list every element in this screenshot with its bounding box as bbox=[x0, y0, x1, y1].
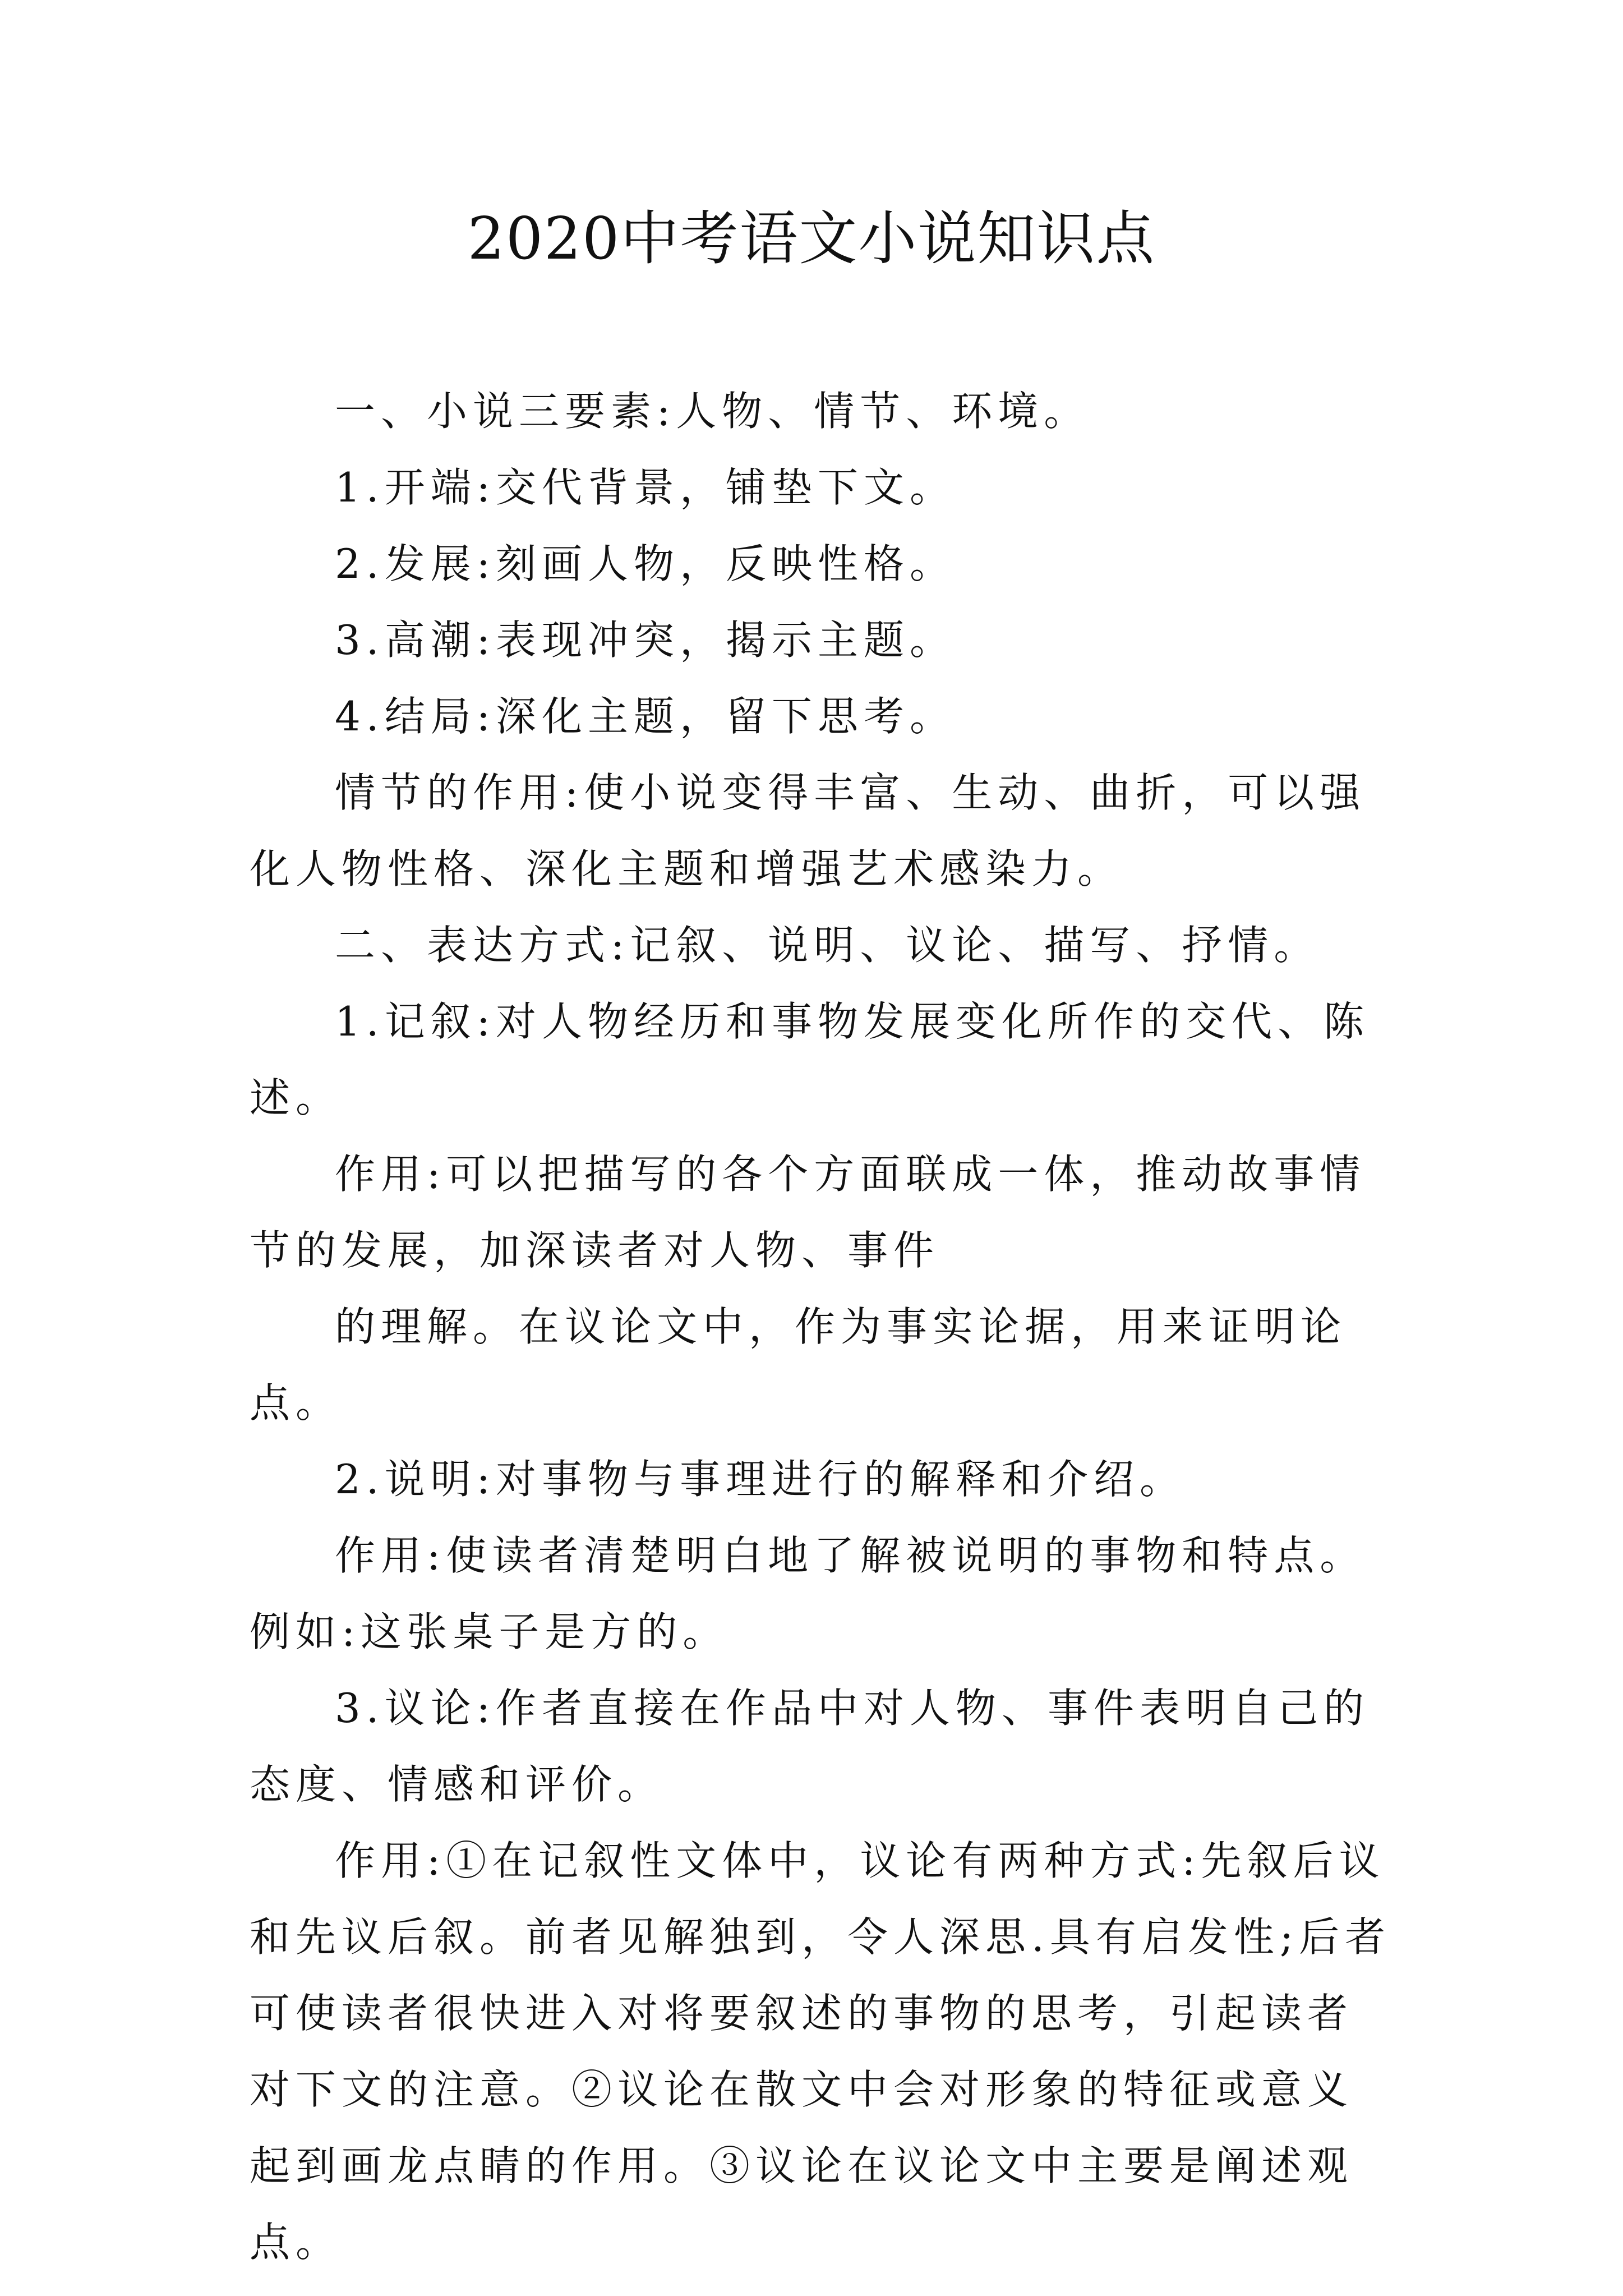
document-title: 2020中考语文小说知识点 bbox=[467, 204, 1156, 273]
paragraph-ending: 4.结局:深化主题，留下思考。 bbox=[335, 693, 956, 740]
paragraph-development: 2.发展:刻画人物，反映性格。 bbox=[335, 540, 956, 587]
paragraph-climax: 3.高潮:表现冲突，揭示主题。 bbox=[335, 616, 956, 664]
paragraph-argument-function: 作用:①在记叙性文体中，议论有两种方式:先叙后议和先议后叙。前者见解独到，令人深思.具有启发性;后者可使读者很快进入对将要叙述的事物的思考，引起读者对下文的注意。②议论在散文中会对形象的特征或意义起到画龙点睛的作用。③议论在议论文中主要是阐述观点。 bbox=[250, 1837, 1391, 2266]
paragraph-narration: 1.记叙:对人物经历和事物发展变化所作的交代、陈述。 bbox=[250, 998, 1370, 1121]
paragraph-narration-function-continued: 的理解。在议论文中，作为事实论据，用来证明论点。 bbox=[250, 1303, 1347, 1427]
paragraph-three-elements: 一、小说三要素:人物、情节、环境。 bbox=[335, 388, 1090, 435]
paragraph-explanation-function: 作用:使读者清楚明白地了解被说明的事物和特点。例如:这张桌子是方的。 bbox=[250, 1532, 1366, 1655]
paragraph-opening: 1.开端:交代背景，铺垫下文。 bbox=[335, 464, 956, 511]
paragraph-narration-function: 作用:可以把描写的各个方面联成一体，推动故事情节的发展，加深读者对人物、事件 bbox=[250, 1151, 1366, 1274]
document-body bbox=[250, 373, 1394, 2280]
paragraph-explanation: 2.说明:对事物与事理进行的解释和介绍。 bbox=[335, 1456, 1186, 1503]
paragraph-plot-function: 情节的作用:使小说变得丰富、生动、曲折，可以强化人物性格、深化主题和增强艺术感染力。 bbox=[250, 769, 1366, 892]
paragraph-argument: 3.议论:作者直接在作品中对人物、事件表明自己的态度、情感和评价。 bbox=[250, 1685, 1370, 1808]
paragraph-expression-modes: 二、表达方式:记叙、说明、议论、描写、抒情。 bbox=[335, 922, 1320, 969]
